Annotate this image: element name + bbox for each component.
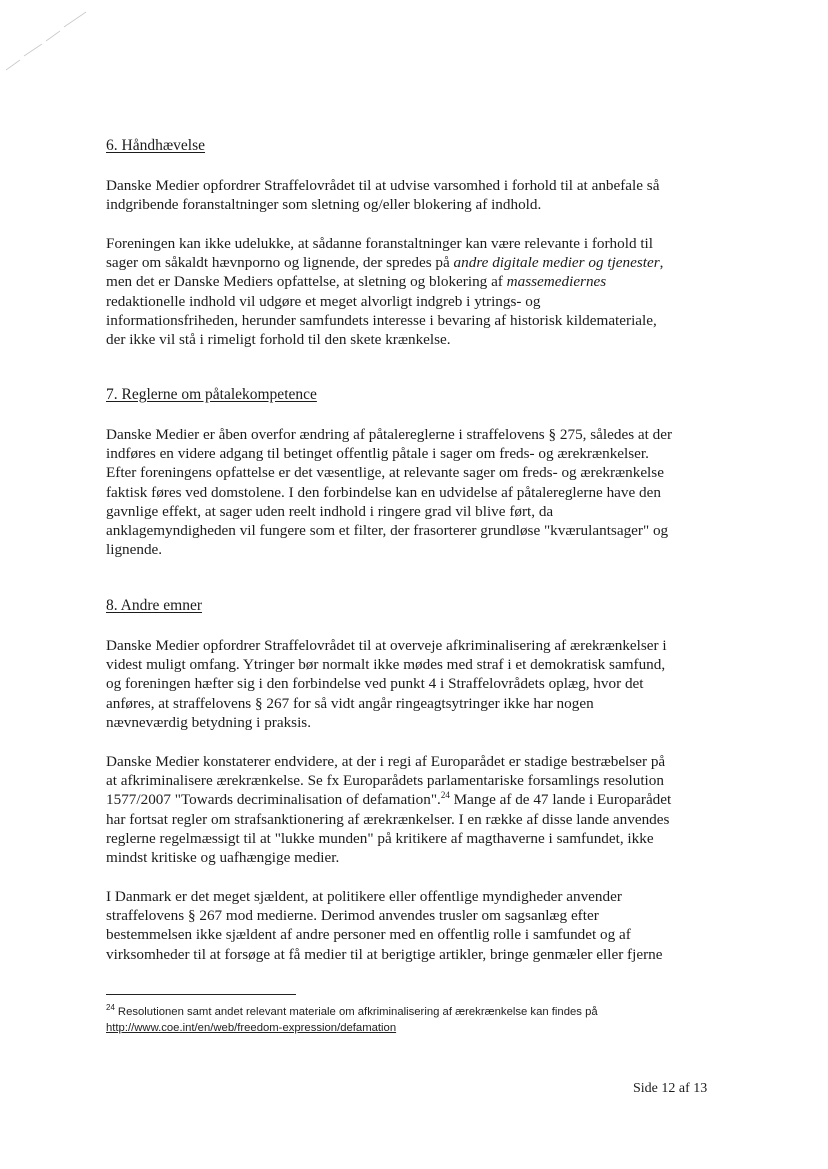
paragraph-line: anføres, at straffelovens § 267 for så vidt angår ringeagtsytringer ikke har nogen <box>106 694 594 712</box>
paragraph-line: videst muligt omfang. Ytringer bør normalt ikke mødes med straf i et demokratisk samfund, <box>106 656 666 674</box>
paragraph-line: at afkriminalisere ærekrænkelse. Se fx Europarådets parlamentariske forsamlings resolution <box>106 772 664 790</box>
paragraph-line: Danske Medier opfordrer Straffelovrådet til at overveje afkriminalisering af ærekrænkelser i <box>106 637 667 654</box>
paragraph-line: 1577/2007 "Towards decriminalisation of defamation".$^{24}$ Mange af de 47 lande i Europarådet <box>106 790 672 809</box>
paragraph-line: bestemmelsen ikke sjældent af andre personer med en offentlig rolle i samfundet og af <box>106 926 631 944</box>
section-6-paragraph-2 <box>106 234 716 349</box>
paragraph-line: reglerne regelmæssigt til at "lukke munden" på kritikere af magthaverne i samfundet, ikke <box>106 829 654 847</box>
section-heading-7: 7. Reglerne om påtalekompetence <box>106 386 317 403</box>
paragraph-line: redaktionelle indhold vil udgøre et meget alvorligt indgreb i ytrings- og <box>106 292 541 310</box>
paragraph-line: og foreningen hæfter sig i den forbindelse ved punkt 4 i Straffelovrådets oplæg, hvor det <box>106 675 644 693</box>
paragraph-line: faktisk føres ved domstolene. I den forbindelse kan en udvidelse af påtalereglerne have den <box>106 483 661 501</box>
paragraph-line: virksomheder til at forsøge at få medier til at berigtige artikler, bringe genmæler eller fjerne <box>106 945 663 963</box>
section-heading-6: 6. Håndhævelse <box>106 137 206 154</box>
paragraph-line: der ikke vil stå i rimeligt forhold til den skete krænkelse. <box>106 331 451 349</box>
paragraph-line: Danske Medier opfordrer Straffelovrådet til at udvise varsomhed i forhold til at anbefale så <box>106 177 660 194</box>
paragraph-line: indføres en videre adgang til betinget offentlig påtale i sager om freds- og ærekrænkelser. <box>106 445 649 463</box>
paragraph-line: sager om såkaldt hævnporno og lignende, der spredes på andre digitale medier og tjenester, <box>106 254 664 272</box>
emphasis-text: massemediernes <box>506 273 607 291</box>
emphasis-text: andre digitale medier og tjenester <box>453 254 660 272</box>
paragraph-line: I Danmark er det meget sjældent, at politikere eller offentlige myndigheder anvender <box>106 888 622 905</box>
section-7-paragraph-1 <box>106 425 716 559</box>
footnote-link[interactable]: http://www.coe.int/en/web/freedom-expression/defamation <box>106 1021 397 1034</box>
footnote-text: Resolutionen samt andet relevant materiale om afkriminalisering af ærekrænkelse kan findes på <box>117 1006 598 1018</box>
paragraph-line: har fortsat regler om strafsanktionering af ærekrænkelser. I en række af disse lande anvendes <box>106 810 670 828</box>
paragraph-line: men det er Danske Mediers opfattelse, at sletning og blokering af massemediernes <box>106 273 607 291</box>
footnote-24 <box>106 1005 706 1036</box>
paragraph-line: gavnlige effekt, at sager uden reelt indhold i ringere grad vil blive ført, da <box>106 502 554 520</box>
section-heading-8: 8. Andre emner <box>106 597 202 614</box>
scan-artifact-mark <box>2 4 92 74</box>
paragraph-line: informationsfriheden, herunder samfundets interesse i bevaring af historisk kildemateriale, <box>106 311 657 329</box>
paragraph-line: anklagemyndigheden vil fungere som et filter, der frasorterer grundløse "kværulantsager" og <box>106 522 669 540</box>
paragraph-line: nævneværdig betydning i praksis. <box>106 713 312 731</box>
paragraph-line: Danske Medier konstaterer endvidere, at der i regi af Europarådet er stadige bestræbelser på <box>106 753 666 770</box>
section-6-paragraph-1 <box>106 176 716 214</box>
paragraph-line: Foreningen kan ikke udelukke, at sådanne foranstaltninger kan være relevante i forhold til <box>106 235 653 252</box>
paragraph-line: mindst kritiske og uafhængige medier. <box>106 849 340 867</box>
footnote-number: 24 <box>106 1003 115 1013</box>
paragraph-line: Efter foreningens opfattelse er det væsentlige, at relevante sager om freds- og ærekrænkelse <box>106 464 664 482</box>
section-8-paragraph-2 <box>106 752 716 867</box>
footnote-separator <box>106 994 296 995</box>
paragraph-line: indgribende foranstaltninger som sletning og/eller blokering af indhold. <box>106 196 542 214</box>
section-8-paragraph-3 <box>106 887 716 964</box>
paragraph-line: Danske Medier er åben overfor ændring af påtalereglerne i straffelovens § 275, således at der <box>106 426 673 443</box>
page-number: Side 12 af 13 <box>633 1081 708 1096</box>
paragraph-line: lignende. <box>106 541 163 559</box>
footnote-text-line <box>106 1005 706 1021</box>
paragraph-line: straffelovens § 267 mod medierne. Derimod anvendes trusler om sagsanlæg efter <box>106 907 599 925</box>
section-8-paragraph-1 <box>106 636 716 732</box>
footnote-reference[interactable]: 24 <box>440 790 450 801</box>
